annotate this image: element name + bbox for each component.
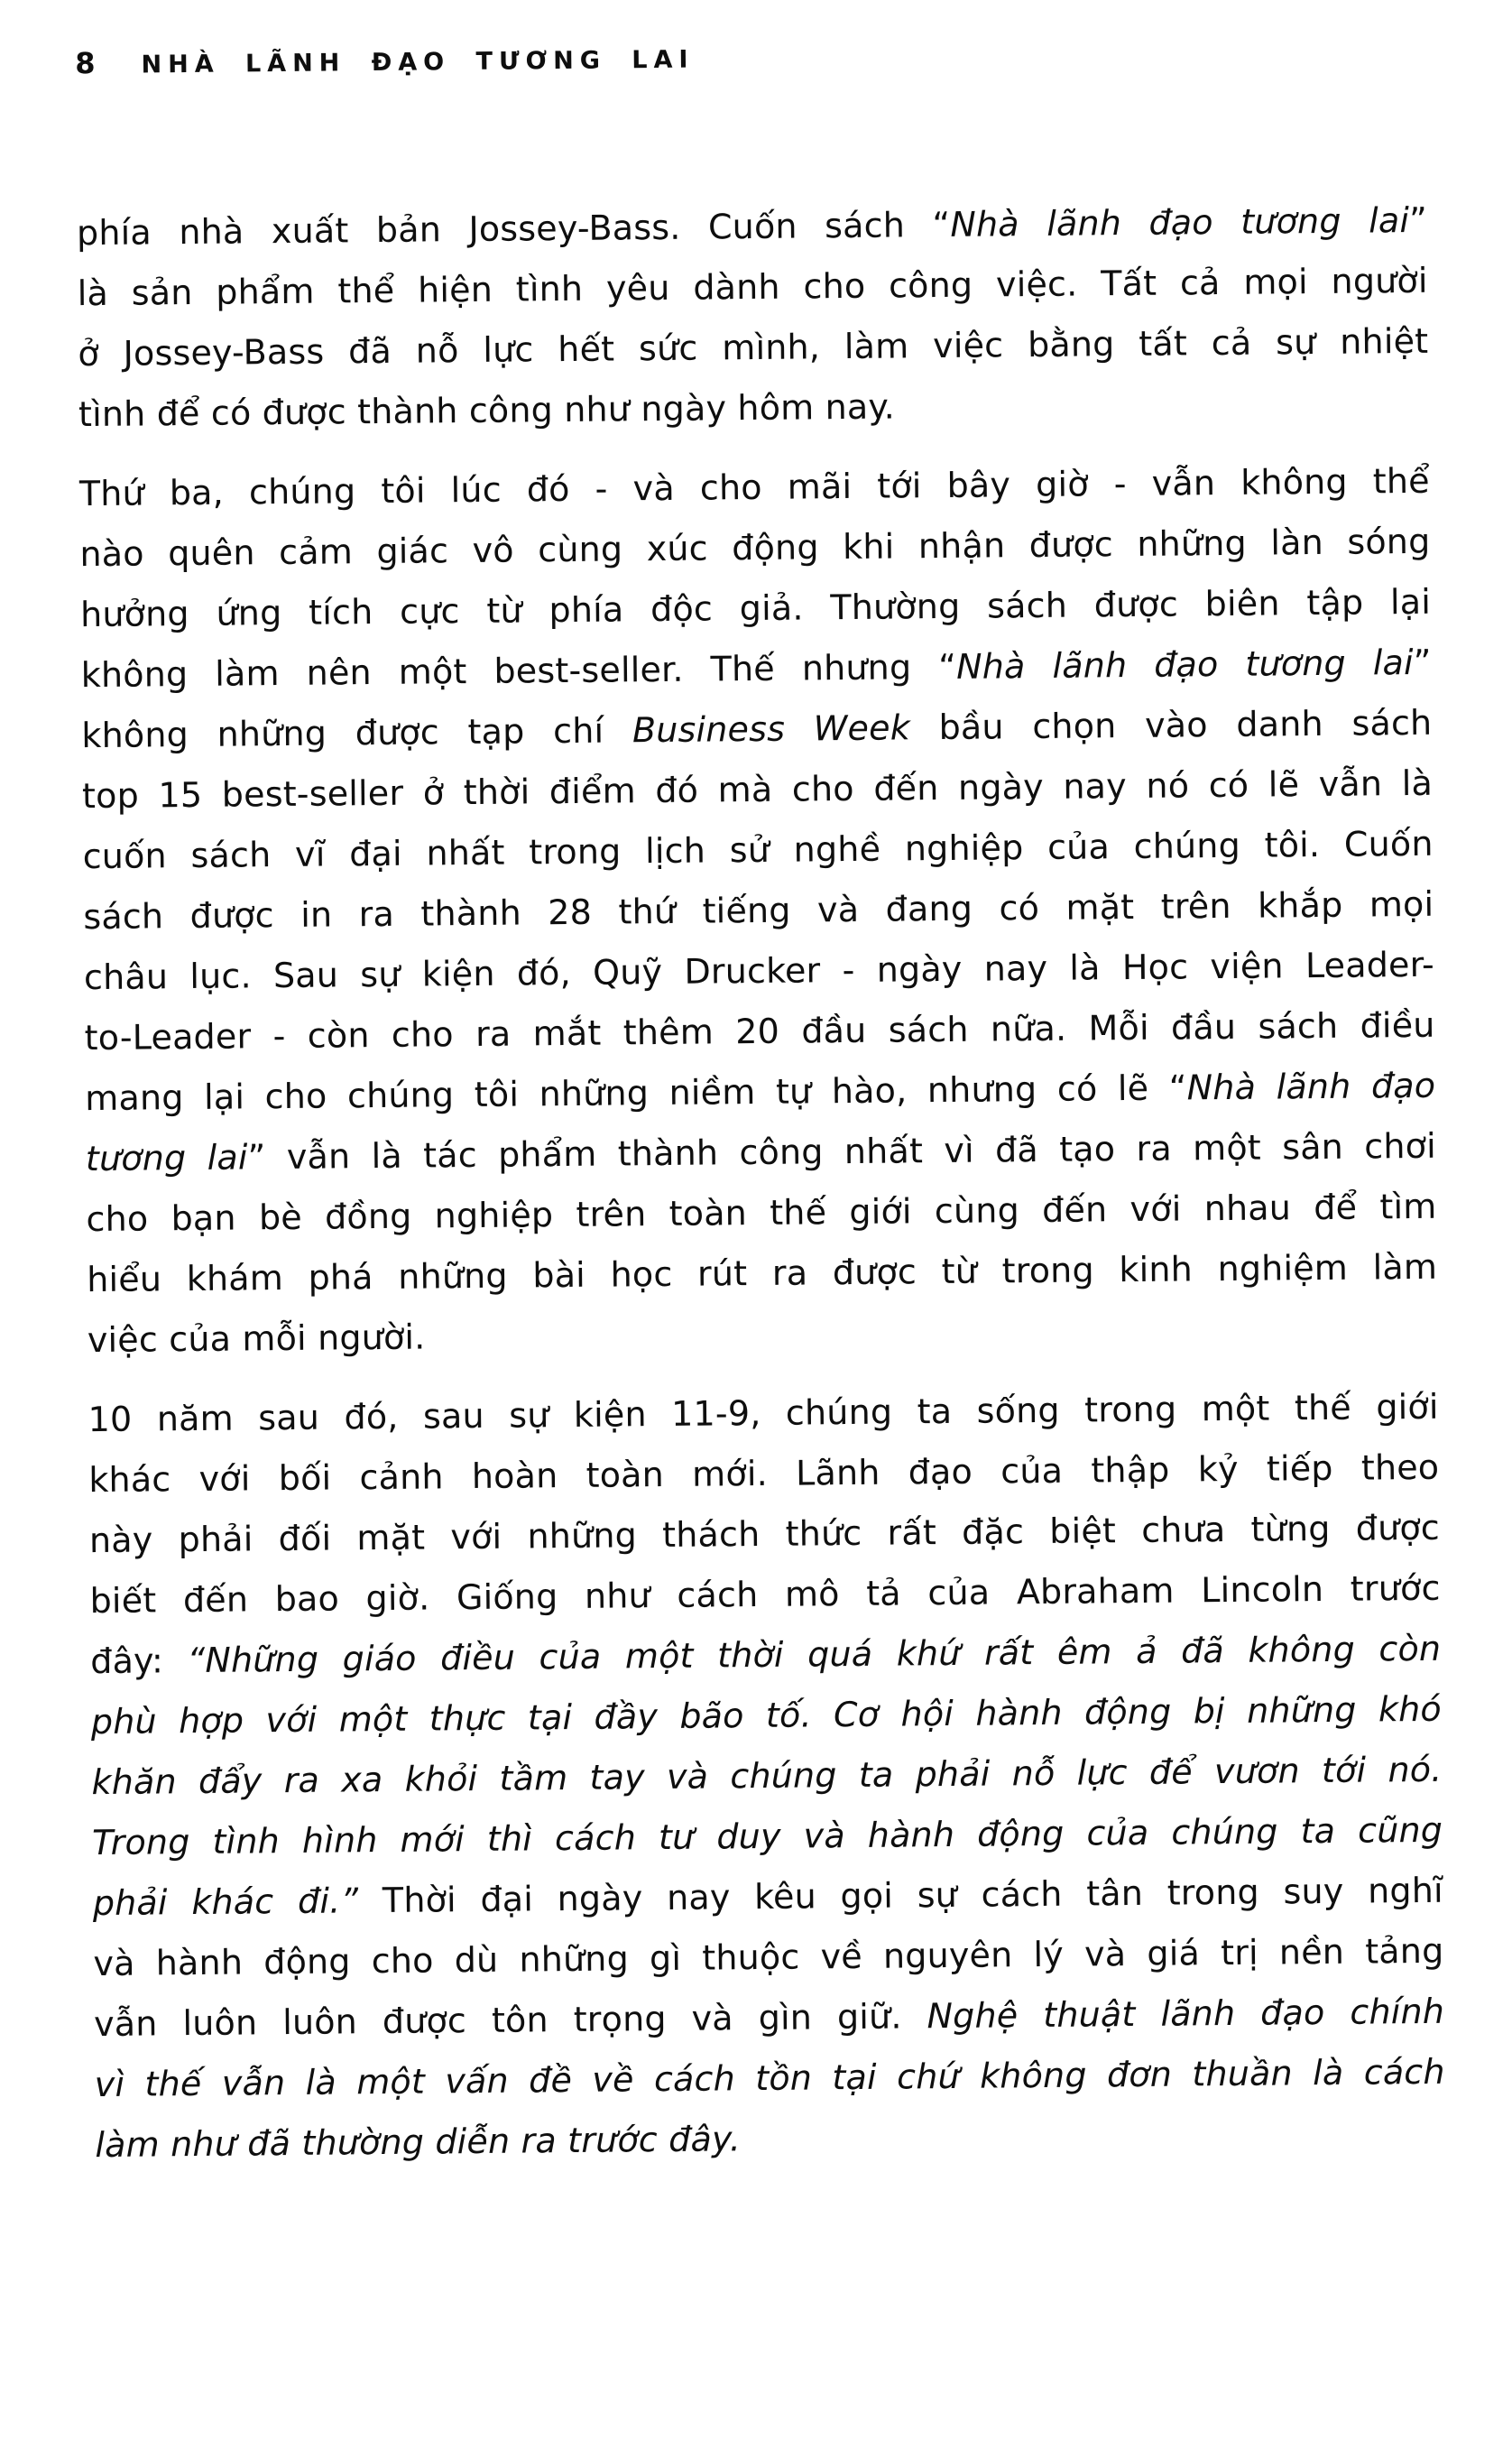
text-segment: ” vẫn là tác phẩm thành công nhất vì đã tạo ra một sân chơi (247, 1125, 1437, 1178)
text-segment: Trong tình hình mới thì cách tư duy và hành động của chúng ta cũng (91, 1809, 1443, 1863)
text-segment: cuốn sách vĩ đại nhất trong lịch sử nghề nghiệp của chúng tôi. Cuốn (82, 823, 1434, 877)
text-segment: bầu chọn vào danh sách (909, 702, 1433, 748)
page-number: 8 (75, 45, 97, 81)
body-text (77, 190, 1446, 2176)
text-segment: phải khác đi.” (92, 1881, 359, 1924)
text-segment: nào quên cảm giác vô cùng xúc động khi nhận được những làn sóng (79, 521, 1431, 575)
text-segment: Nhà lãnh đạo tương lai (955, 642, 1415, 687)
text-segment: hưởng ứng tích cực từ phía độc giả. Thường sách được biên tập lại (79, 581, 1432, 635)
paragraph (88, 1377, 1445, 2176)
text-segment: là sản phẩm thể hiện tình yêu dành cho công việc. Tất cả mọi người (77, 260, 1428, 314)
text-segment: đây: (90, 1641, 188, 1682)
text-segment: Thứ ba, chúng tôi lúc đó - và cho mãi tới bây giờ - vẫn không thể (78, 460, 1430, 514)
text-segment: phù hợp với một thực tại đầy bão tố. Cơ hội hành động bị những khó (90, 1688, 1443, 1742)
text-segment: vẫn luôn luôn được tôn trọng và gìn giữ. (93, 1996, 927, 2045)
text-segment: và hành động cho dù những gì thuộc về nguyên lý và giá trị nền tảng (93, 1930, 1444, 1984)
text-segment: không những được tạp chí (81, 710, 633, 756)
running-header (75, 32, 1503, 80)
text-segment: tương lai (85, 1137, 248, 1179)
paragraph (77, 190, 1430, 445)
text-segment: sách được in ra thành 28 thứ tiếng và đang có mặt trên khắp mọi (83, 883, 1434, 938)
text-segment: việc của mỗi người. (87, 1317, 426, 1361)
text-segment: ” (1413, 642, 1432, 682)
text-segment: phía nhà xuất bản Jossey-Bass. Cuốn sách “ (76, 204, 951, 254)
text-segment: khác với bối cảnh hoàn toàn mới. Lãnh đạo của thập kỷ tiếp theo (88, 1446, 1440, 1501)
text-segment: Nhà lãnh đạo tương lai (950, 200, 1410, 245)
text-segment: ở Jossey-Bass đã nỗ lực hết sức mình, làm việc bằng tất cả sự nhiệt (78, 320, 1429, 374)
text-segment: khăn đẩy ra xa khỏi tầm tay và chúng ta phải nỗ lực để vươn tới nó. (91, 1749, 1443, 1803)
text-line (94, 2042, 1445, 2115)
text-segment: vì thế vẫn là một vấn đề về cách tồn tại chứ không đơn thuần là cách (94, 2051, 1445, 2105)
text-segment: Business Week (632, 707, 911, 751)
text-segment: hiểu khám phá những bài học rút ra được từ trong kinh nghiệm làm (86, 1246, 1438, 1300)
text-segment: châu lục. Sau sự kiện đó, Quỹ Drucker - ngày nay là Học viện Leader- (83, 944, 1435, 998)
text-segment: ” (1408, 199, 1428, 241)
text-segment: cho bạn bè đồng nghiệp trên toàn thế giới cùng đến với nhau để tìm (86, 1186, 1437, 1240)
text-segment: top 15 best-seller ở thời điểm đó mà cho đến ngày nay nó có lẽ vẫn là (81, 762, 1434, 817)
text-line (95, 2103, 1446, 2176)
text-segment: làm như đã thường diễn ra trước đây. (95, 2119, 742, 2166)
text-segment: tình để có được thành công như ngày hôm nay. (78, 386, 896, 435)
text-line (78, 372, 1430, 445)
text-segment: “Những giáo điều của một thời quá khứ rất êm ả đã không còn (187, 1628, 1442, 1681)
text-segment: 10 năm sau đó, sau sự kiện 11-9, chúng ta sống trong một thế giới (88, 1386, 1439, 1440)
text-segment: Nghệ thuật lãnh đạo chính (927, 1991, 1445, 2037)
text-segment: Nhà lãnh đạo (1186, 1065, 1436, 1108)
text-segment: biết đến bao giờ. Giống như cách mô tả của Abraham Lincoln trước (89, 1567, 1441, 1622)
text-segment: mang lại cho chúng tôi những niềm tự hào, nhưng có lẽ “ (85, 1068, 1187, 1119)
paragraph (79, 451, 1439, 1371)
running-title: NHÀ LÃNH ĐẠO TƯƠNG LAI (141, 45, 695, 79)
text-line (88, 1298, 1439, 1371)
text-segment: không làm nên một best-seller. Thế nhưng “ (80, 646, 957, 696)
text-segment: to-Leader - còn cho ra mắt thêm 20 đầu sách nữa. Mỗi đầu sách điều (84, 1004, 1435, 1058)
text-segment: này phải đối mặt với những thách thức rất đặc biệt chưa từng được (88, 1507, 1441, 1561)
text-segment: Thời đại ngày nay kêu gọi sự cách tân trong suy nghĩ (358, 1870, 1443, 1921)
